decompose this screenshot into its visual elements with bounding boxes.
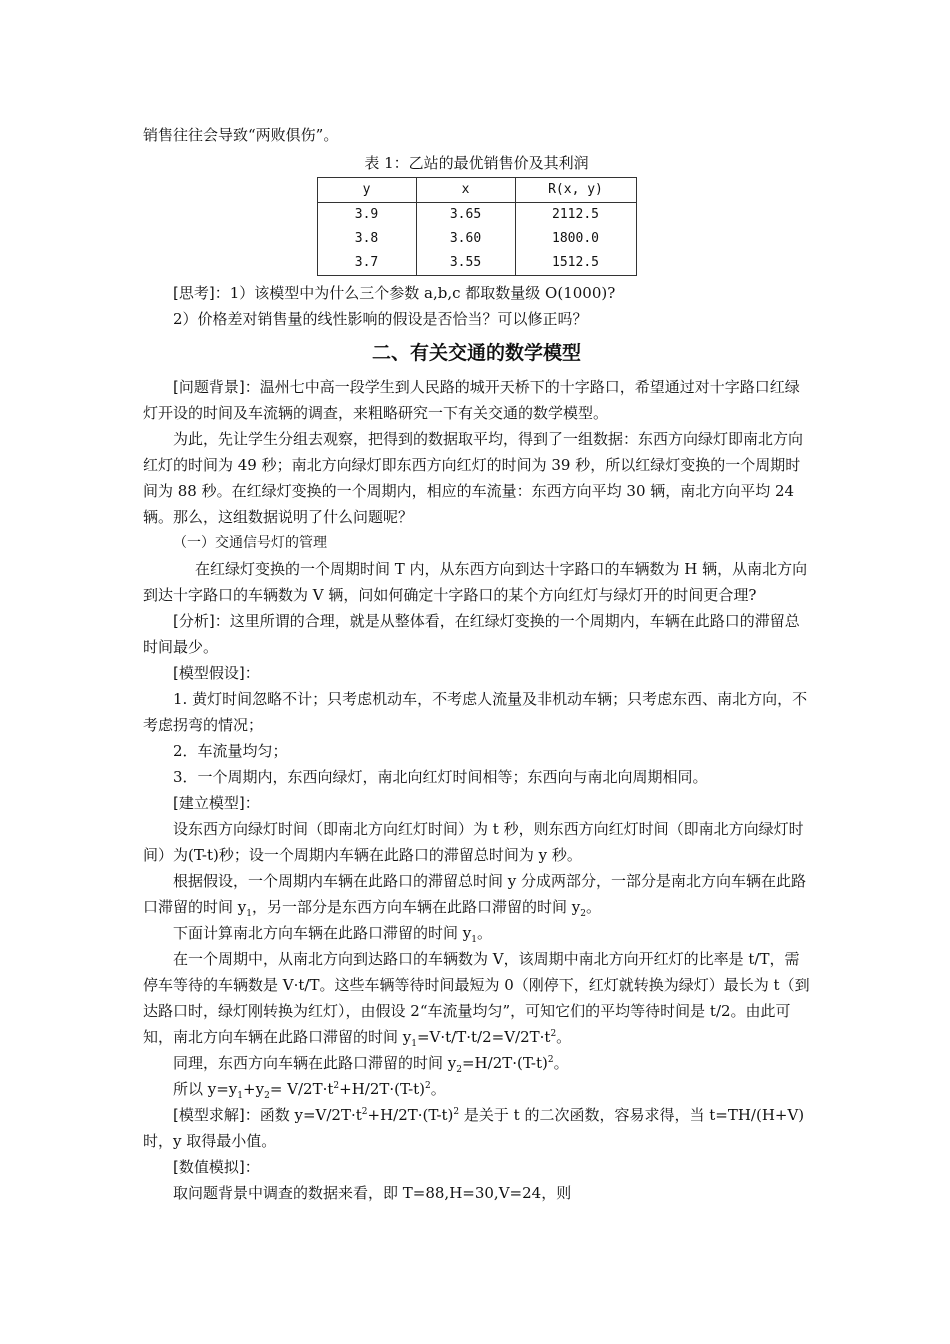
build-paragraph-6: 所以 $y=y_1+y_2= V/2T\cdot t^2+H/2T\cdot(T-t)^2$。	[173, 1080, 446, 1101]
simulation-heading: [数值模拟]：	[173, 1158, 260, 1176]
table-cell: 3.65	[416, 203, 515, 228]
table-row	[317, 227, 636, 251]
table-cell: 2112.5	[515, 203, 636, 228]
data-paragraph: 为此，先让学生分组去观察，把得到的数据取平均，得到了一组数据：东西方向绿灯即南北方向红灯的时间为 49 秒；南北方向绿灯即东西方向红灯的时间为 39 秒，所以红绿灯变换的一个周期时间为 88 秒。在红绿灯变换的一个周期内，相应的车流量：东西方向平均 30 辆，南北方向平均 24 辆。那么，这组数据说明了什么问题呢？	[143, 430, 804, 526]
simulation-paragraph: 取问题背景中调查的数据来看，即 T=88,H=30,V=24，则	[173, 1184, 572, 1202]
solve-label: [模型求解]	[173, 1106, 245, 1124]
background-label: [问题背景]	[173, 378, 245, 396]
table-header-cell: y	[317, 178, 416, 203]
table-row	[317, 203, 636, 228]
table-header-row	[317, 178, 636, 203]
table-cell: 3.55	[416, 251, 515, 276]
build-heading: [建立模型]：	[173, 794, 260, 812]
think-question-1: [思考]：1）该模型中为什么三个参数 a,b,c 都取数量级 O(1000)?	[173, 284, 616, 302]
table-row	[317, 251, 636, 276]
solve-paragraph: [模型求解]：函数 $y=V/2T\cdot t^2+H/2T\cdot(T-t)^2$ 是关于 t 的二次函数，容易求得，当 t=TH/(H+V) 时，y 取得最小值。	[143, 1106, 805, 1150]
assumption-heading: [模型假设]：	[173, 664, 260, 682]
table-cell: 3.8	[317, 227, 416, 251]
table-cell: 1800.0	[515, 227, 636, 251]
section-title: 二、有关交通的数学模型	[371, 342, 581, 364]
assumption-2: 2．车流量均匀；	[173, 742, 288, 760]
build-paragraph-4: 在一个周期中，从南北方向到达路口的车辆数为 V，该周期中南北方向开红灯的比率是 t/T，需停车等待的车辆数是 V·t/T。这些车辆等待时间最短为 0（刚停下，红灯就转换为绿灯）最长为 t（到达路口时，绿灯刚转换为红灯），由假设 2“车流量均匀”，可知它们的平均等待时间是 t/2。由此可知，南北方向车辆在此路口滞留的时间 $y_1=V\cdot t/T\cdot t/2=V/2T\cdot t^2$。	[143, 950, 810, 1049]
build-paragraph-5: 同理，东西方向车辆在此路口滞留的时间 $y_2=H/2T\cdot(T-t)^2$。	[173, 1054, 569, 1075]
build-paragraph-1: 设东西方向绿灯时间（即南北方向红灯时间）为 t 秒，则东西方向红灯时间（即南北方向绿灯时间）为(T-t)秒；设一个周期内车辆在此路口的滞留总时间为 y 秒。	[143, 820, 804, 864]
table-cell: 1512.5	[515, 251, 636, 276]
table-cell: 3.7	[317, 251, 416, 276]
think-question-2: 2）价格差对销售量的线性影响的假设是否恰当？可以修正吗？	[173, 310, 588, 328]
table-caption: 表 1：乙站的最优销售价及其利润	[364, 154, 589, 172]
assumption-1: 1. 黄灯时间忽略不计；只考虑机动车，不考虑人流量及非机动车辆；只考虑东西、南北方向，不考虑拐弯的情况；	[143, 690, 808, 734]
think-label: [思考]	[173, 284, 215, 302]
problem-paragraph: 在红绿灯变换的一个周期时间 T 内，从东西方向到达十字路口的车辆数为 H 辆，从南北方向到达十字路口的车辆数为 V 辆，问如何确定十字路口的某个方向红灯与绿灯开的时间更合理?	[143, 560, 808, 604]
analysis-label: [分析]	[173, 612, 215, 630]
subsection-title: （一）交通信号灯的管理	[173, 535, 327, 551]
table-header-cell: R(x, y)	[515, 178, 636, 203]
assumption-3: 3．一个周期内，东西向绿灯，南北向红灯时间相等；东西向与南北向周期相同。	[173, 768, 708, 786]
build-paragraph-3: 下面计算南北方向车辆在此路口滞留的时间 $y_1$。	[173, 924, 492, 945]
table-header-cell: x	[416, 178, 515, 203]
document-page	[143, 122, 810, 1206]
table-cell: 3.60	[416, 227, 515, 251]
data-table	[317, 177, 637, 276]
table-cell: 3.9	[317, 203, 416, 228]
background-paragraph: [问题背景]：温州七中高一段学生到人民路的城开天桥下的十字路口，希望通过对十字路口红绿灯开设的时间及车流辆的调查，来粗略研究一下有关交通的数学模型。	[143, 378, 800, 422]
build-paragraph-2: 根据假设，一个周期内车辆在此路口的滞留总时间 y 分成两部分，一部分是南北方向车辆在此路口滞留的时间 $y_1$，另一部分是东西方向车辆在此路口滞留的时间 $y_2$。	[143, 872, 807, 919]
paragraph-top: 销售往往会导致“两败俱伤”。	[143, 126, 339, 144]
analysis-paragraph: [分析]：这里所谓的合理，就是从整体看，在红绿灯变换的一个周期内，车辆在此路口的滞留总时间最少。	[143, 612, 800, 656]
